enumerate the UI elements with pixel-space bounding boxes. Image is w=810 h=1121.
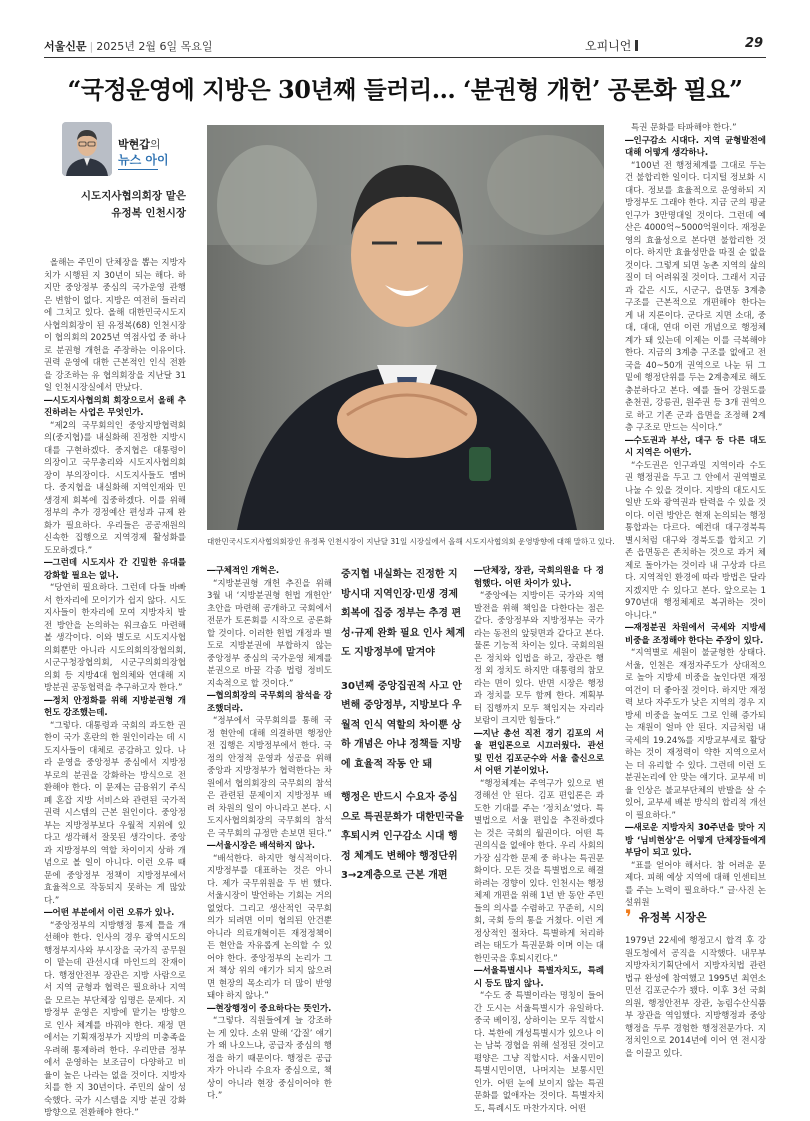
photo-caption: 대한민국시도지사협의회장인 유정복 인천시장이 지난달 31일 시장실에서 올해 시도지사협의회 운영방향에 대해 말하고 있다. bbox=[207, 537, 615, 546]
interview-paragraph: “중앙정부의 지방행정 통제 틀을 개선해야 한다. 인사의 경우 광역시도의 행정부지사와 부시장을 국가직 공무원이 맡는데 관선시대 마인드의 잔재이다. 행정안전부 장관은 지방 사람으로서 지역 균형과 협력은 필요하나 지역을 모르는 부단체장 임명은 문제다. 지방정부 운영은 지방에 맡기는 방향으로 인사 체계를 바꿔야 한다. 재정 면에서는 기획재정부가 지방의 미충족을 우려해 통제하려 한다. 우리만큼 정부에서 운영하는 보조금이 다양하고 비율이 높은 나라는 없을 것이다. 지방자치를 한 지 30년이다. 주민의 삶이 성숙했다. 국가 시스템을 지방 분권 강화 방향으로 전환해야 한다.” bbox=[44, 920, 186, 1118]
column-title-rule bbox=[118, 169, 158, 170]
interview-paragraph: 올해는 주민이 단체장을 뽑는 지방자치가 시행된 지 30년이 되는 해다. 하지만 중앙정부 중심의 국가운영 관행은 변함이 없다. 지방은 여전히 들러리에 그치고 있다. 올해 대한민국시도지사협의회장이 된 유정복(68) 인천시장이 협의회의 2025년 역점사업 중 하나로 분권형 개헌을 주장하는 이유이다. 권력 운영에 대한 근본적인 인식 전환을 강조하는 유 협의회장을 지난달 31일 인천시장실에서 만났다. bbox=[44, 258, 186, 393]
interview-paragraph: “지역별로 세원이 불균형한 상태다. 서울, 인천은 재정자주도가 상대적으로 높아 지방세 비중을 높인다면 재정 여건이 더 좋아질 것이다. 하지만 재정력 보다 자주도가 낮은 지역의 경우 지방세 비중을 높여도 그로 인해 증가되는 재원이 얼마 안 된다. 지금처럼 내국세의 19.24%를 지방교부세로 활당하는 것이 재정력이 약한 지역으로서는 더 유리할 수 있다. 그런데 이런 도 분권논리에 안 맞는 얘기다. 교부세 비율 인상은 불교부단체의 반발을 살 수 있어, 교부세 배분 방식의 합리적 개선이 필요하다.” bbox=[625, 648, 766, 821]
columnist-avatar bbox=[62, 122, 112, 176]
section-name: 오피니언 bbox=[585, 39, 632, 53]
article-column-2 bbox=[207, 565, 332, 1103]
interview-paragraph: “수도 중 특별이라는 명칭이 들어간 도시는 서울특별시가 유일하다. 중국 베이징, 상하이는 모두 직할시다. 북한에 개성특별시가 있으나 이는 남북 경협을 위해 설정된 것이고 평양은 그냥 직할시다. 서울시민이 특별시민이면, 나머지는 보통시민인가. 어떤 눈에 보이지 않는 특권 문화를 없애자는 것이다. 특별자치도, 특례시도 마찬가지다. 어떤 bbox=[474, 991, 604, 1114]
subhead-line: 유정복 인천시장 bbox=[111, 207, 186, 219]
interview-photo bbox=[207, 125, 604, 530]
interview-question: ―서울시장은 배석하지 않나. bbox=[207, 841, 315, 851]
article-column-4 bbox=[625, 122, 766, 910]
interview-question: ―어떤 부분에서 이런 오류가 있나. bbox=[44, 908, 175, 918]
interview-question: ―단체장, 장관, 국회의원을 다 경험했다. 어떤 차이가 있나. bbox=[474, 566, 604, 589]
interview-question: ―현장행정이 중요하다는 뜻인가. bbox=[207, 1003, 332, 1014]
pull-quotes bbox=[341, 565, 465, 900]
section-label bbox=[585, 37, 638, 54]
interview-question: ―정치 안정화를 위해 지방분권형 개헌도 강조했는데. bbox=[44, 695, 186, 718]
interview-question: ―서울특별시나 특별자치도, 특례시 등도 많지 않나. bbox=[474, 966, 604, 989]
pull-quote: 30년째 중앙집권적 사고 안 변해 중앙정부, 지방보다 우월적 인식 역할의 차이뿐 상하 개념은 아냐 정책들 지방에 효율적 작동 안 돼 bbox=[341, 680, 462, 770]
pull-quote: 중지협 내실화는 진정한 지방시대 지역인장·민생 경제 회복에 집중 정부는 추경 편성·규제 완화 필요 인사 체계도 지방정부에 맡겨야 bbox=[341, 569, 465, 658]
interview-question: ―인구감소 시대다. 지역 균형발전에 대해 어떻게 생각하나. bbox=[625, 135, 766, 158]
profile-box bbox=[625, 905, 766, 1060]
interview-paragraph: “100년 전 행정체계를 그대로 두는 건 불합리한 일이다. 디지털 정보화 시대다. 정보를 효율적으로 운영하되 지방정부도 그래야 한다. 지금 군의 평균인구가 3만명대일 것이다. 그런데 예산은 4000억~5000억원이다. 재정운영의 효율성으로 본다면 불합리한 것이다. 하지만 효율성만을 따질 순 없을 것이다. 그렇게 되면 농촌 지역의 삶의 질이 더 어려워질 것이다. 그래서 지금과 같은 시도, 시군구, 읍면동 3계층 구조를 근본적으로 개편해야 한다는 게 내 지론이다. 군다로 지면 소대, 중대, 대대, 연대 이런 개념으로 행정체계가 돼 있는데 이제는 이를 극복해야 한다. 지금의 3계층 구조를 없애고 전국을 40~50개 권역으로 나눈 뒤 그 밑에 행정단위를 두는 2계층제로 해도 충분하다고 본다. 예를 들어 강원도를 춘천권, 강릉권, 원주권 등 3개 권역으로 하고 기존 군과 읍면을 조정해 2계층 구조로 만드는 식이다.” bbox=[625, 160, 766, 433]
pull-quote: 행정은 반드시 수요자 중심으로 특권문화가 대한민국을 후퇴시켜 인구감소 시대 행정 체계도 변해야 행정단위 3→2계층으로 근본 개편 bbox=[341, 792, 464, 881]
interview-question: ―수도권과 부산, 대구 등 다른 대도시 지역은 어떤가. bbox=[625, 435, 766, 458]
interview-question: ―새로운 지방자치 30주년을 맞아 지방 ‘님비현상’은 어떻게 단체장들에게 부담이 되고 있다. bbox=[625, 823, 766, 858]
headline: “국정운영에 지방은 30년째 들러리… ‘분권형 개헌’ 공론화 필요” bbox=[67, 75, 743, 104]
interview-paragraph: “지방분권형 개헌 추진을 위해 3월 내 ‘지방분권형 헌법 개헌안’ 초안을 마련해 공개하고 국회에서 전문가 토론회를 시작으로 공론화할 것이다. 이러한 헌법 개정과 별도로 지방분권에 부합하지 않는 중앙정부 중심의 국가운영 체계를 분권으로 바꿀 각종 법령 정비도 지속적으로 할 것이다.” bbox=[207, 578, 332, 689]
interview-question: ―구체적인 개혁은. bbox=[207, 566, 280, 576]
interview-question: ―재정분권 차원에서 국세와 지방세 비중을 조정해야 한다는 주장이 있다. bbox=[625, 623, 766, 646]
interview-question: ―시도지사협의회 회장으로서 올해 추진하려는 사업은 무엇인가. bbox=[44, 395, 186, 418]
interview-question: ―협의회장의 국무회의 참석을 강조했더라. bbox=[207, 691, 332, 714]
section-bar bbox=[635, 40, 638, 51]
subhead-line: 시도지사협의회장 맡은 bbox=[80, 190, 186, 202]
interview-paragraph: “당연히 필요하다. 그런데 다들 바빠서 한자리에 모이기가 쉽지 않다. 시도지사들이 한자리에 모여 지방자치 발전 방안을 논의하는 워크숍도 마련해 볼 생각이다. 이와 별도로 시도지사협의회뿐만 아니라 시도의회의장협의회, 시군구청장협의회, 시군구의회의장협의회 등 지방4대 협의체와 연대해 지방분권 공동협력을 추구하고자 한다.” bbox=[44, 583, 186, 693]
interview-paragraph: “행정체계는 주역구가 있으로 변경해선 안 된다. 김포 편입론은 과도한 기대를 주는 ‘정치쇼’였다. 특별법으로 서울 편입을 추진하겠다는 것은 국회의 월권이다. 어떤 특권의식을 없애야 한다. 우리 사회의 가장 심각한 문제 중 하나는 특권문화이다. 모든 것을 특별법으로 해결하려는 경향이 있다. 인천시는 행정체제 개편을 위해 1년 반 동안 주민들의 의사를 수렴하고 꾸준히, 시의회, 국회 등의 통을 거쳤다. 이런 게 정상적인 절차다. 특별하게 처리하려는 태도가 특권문화 이며 이는 대한민국을 후퇴시킨다.” bbox=[474, 778, 604, 964]
interview-paragraph: “수도권은 인구과밀 지역이라 수도권 행정권을 두고 그 안에서 권역별로 나눌 수 있을 것이다. 지방의 대도시도 일반 도와 광역권과 탄력을 수 있을 것이다. 이런 방안은 현재 논의되는 행정통합과는 다르다. 예컨대 대구경북특별시처럼 대구와 경북도를 합치고 기존 읍면동은 존치하는 것으로 과거 체제로 돌아가는 것이라 내 구상과 다르다. 지역적인 환경에 따라 방법은 달라지겠지만 수 있다고 본다. 앞으로는 1970년대 행정체제로 복귀하는 것이 아니다.” bbox=[625, 460, 766, 621]
interview-question: ―지난 총선 직전 경기 김포의 서울 편입론으로 시끄러웠다. 관선 및 민선 김포군수와 서울 출신으로서 어떤 기분이었나. bbox=[474, 728, 604, 776]
interview-paragraph: “그렇다. 대통령과 국회의 과도한 권한이 국가 혼란의 한 원인이라는 데 시도지사들이 대체로 공감하고 있다. 나라 운영을 중앙정부 중심에서 지방정부로의 분권을 강화하는 방식으로 전환해야 한다. 이 문제는 금융위기 주식 폐 혼잡 지방 서비스와 관련된 국가적 권력 시스템의 근본 원인이다. 중앙정부는 지방정부보다 우월적 지위에 있다고 생각해서 잘못된 생각이다. 중앙과 지방정부의 역할 차이이지 상하 개념으로 볼 일이 아니다. 이런 오류 때문에 중앙정부 정책이 지방정부에서 효율적으로 작동되지 못하는 게 많았다.” bbox=[44, 720, 186, 906]
paper-name: 서울신문 bbox=[44, 40, 87, 53]
interview-paragraph: “정부에서 국무회의를 통해 국정 현안에 대해 의결하면 행정안전 집행은 지방정부에서 한다. 국정의 안정적 운영과 성공을 위해 중앙과 지방정부가 협력한다는 차원에서 협의회장의 국무회의 참석은 관련된 문제이지 지방정부 배려 차원의 일이 아니라고 본다. 시도지사협의회장의 국무회의 참석은 국무회의 규정만 손보면 된다.” bbox=[207, 716, 332, 839]
article-column-1 bbox=[44, 257, 186, 1120]
page-number: 29 bbox=[745, 36, 764, 51]
interview-question: ―그런데 시도지사 간 긴밀한 유대를 강화할 필요는 없나. bbox=[44, 558, 186, 581]
quote-mark-icon: ❜ bbox=[625, 905, 632, 929]
interview-paragraph: “중앙에는 지방이든 국가와 지역 발전을 위해 책임을 다한다는 점은 같다. 중앙정부와 지방정부는 국가라는 동전의 앞뒷면과 같다고 본다. 물론 기능적 차이는 있다. 국회의원은 정치와 입법을 하고, 장관은 행정 외 정치도 하지만 대통령의 참모라는 면이 있다. 반면 시장은 행정과 정치를 모두 함께 한다. 계획부터 집행까지 모두 책임지는 자리라 보람이 크지만 힘들다.” bbox=[474, 591, 604, 726]
column-title: 뉴스 아이 bbox=[118, 153, 169, 167]
columnist-name: 박현갑의 bbox=[118, 138, 161, 151]
issue-date: 2025년 2월 6일 목요일 bbox=[96, 40, 213, 53]
interview-paragraph: “표를 얻어야 해서다. 참 어려운 문제다. 피해 예상 지역에 대해 인센티브를 주는 노력이 필요하다.” 글·사진 논설위원 bbox=[625, 860, 766, 908]
interview-paragraph: “배석한다. 하지만 형식적이다. 지방정부를 대표하는 것은 아니다. 제가 국무위원을 두 번 했다. 서울시장이 발언하는 기회는 거의 없었다. 그리고 생산적인 국무회의가 되려면 이미 협의된 안건뿐 아니라 의료개혁이든 재정정책이든 현안을 자유롭게 논의할 수 있어야 한다. 중앙정부의 논리가 그저 책상 위의 얘기가 되지 않으려면 현장의 목소리가 더 많이 반영돼야 하지 않나.” bbox=[207, 853, 332, 1001]
header-rule bbox=[44, 57, 766, 58]
profile-title: 유정복 시장은 bbox=[639, 911, 707, 924]
profile-text: 1979년 22세에 행정고시 합격 후 강원도청에서 공직을 시작했다. 내무부 지방자치기획단에서 지방자치법 관련 법규 완성에 참여했고 1995년 최연소 민선 김포군수가 됐다. 이후 3선 국회의원, 행정안전부 장관, 농림수산식품부 장관을 역임했다. 지방행정과 중앙행정을 두루 경험한 행정전문가다. 지 정치인으로 2014년에 이어 연 전시장을 이끌고 있다. bbox=[625, 936, 766, 1059]
interview-paragraph: “그렇다. 직원들에게 늘 강조하는 게 있다. 소위 말해 ‘갑질’ 얘기가 왜 나오느냐, 공급자 중심의 행정을 하기 때문이다. 행정은 공급자가 아니라 수요자 중심으로, 책상이 아니라 현장 중심이어야 한다.” bbox=[207, 1016, 332, 1101]
article-column-3 bbox=[474, 565, 604, 1115]
masthead: 서울신문 | 2025년 2월 6일 목요일 bbox=[44, 40, 213, 53]
interview-paragraph: “제2의 국무회의인 중앙지방협력회의(중지협)를 내실화해 진정한 지방시대를 구현하겠다. 중지협은 대통령이 의장이고 국무총리와 시도지사협의회장이 부의장이다. 시도지사들도 멤버다. 중지협을 내실화해 지역인재와 민생경제 회복에 집중하겠다. 이를 위해 정부의 추가 경정예산 편성과 규제 완화가 필요하다. 우리들은 공공재원의 신속한 집행으로 지역경제 활성화를 도모하겠다.” bbox=[44, 420, 186, 556]
subhead bbox=[62, 188, 186, 222]
interview-paragraph: 특권 문화를 타파해야 한다.” bbox=[631, 123, 737, 133]
